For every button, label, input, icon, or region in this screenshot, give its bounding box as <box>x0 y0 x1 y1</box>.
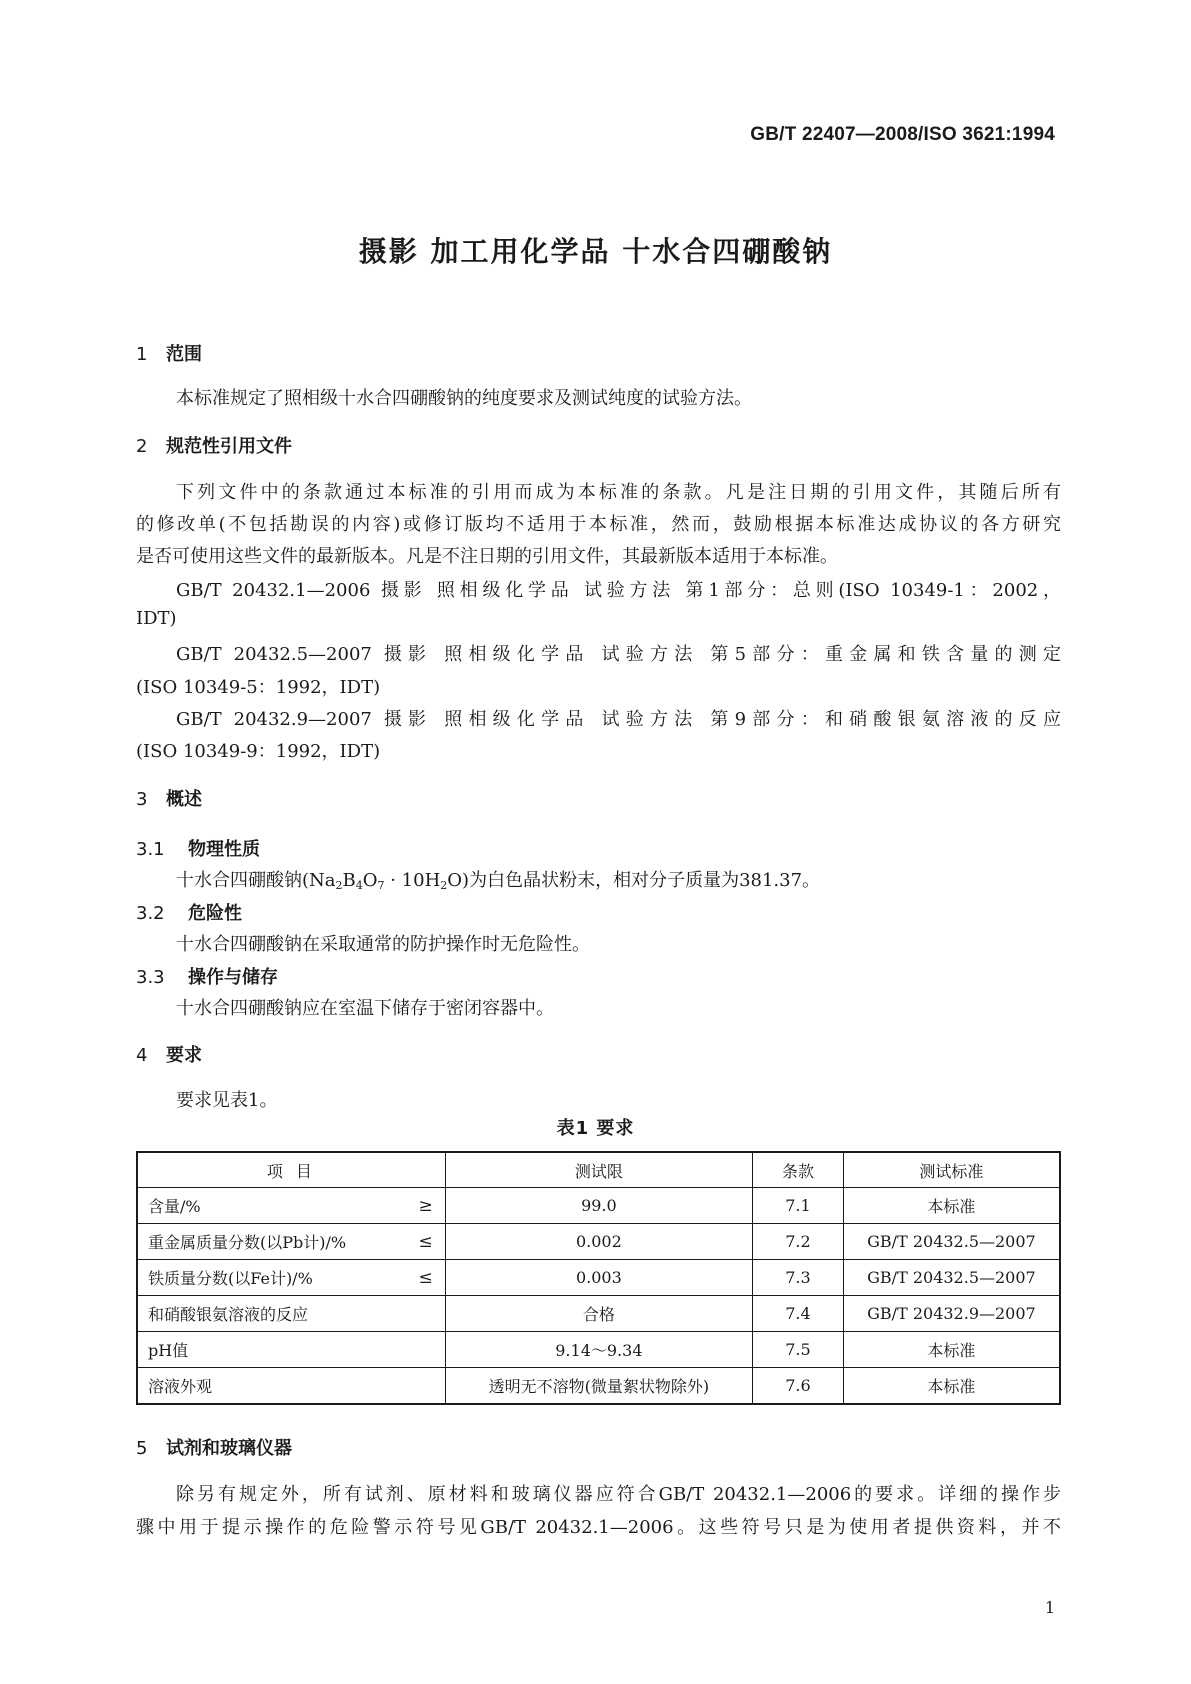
comparison-symbol: ≥ <box>418 1195 433 1216</box>
table-1-title: 表1 要求 <box>556 1118 635 1139</box>
column-header-clause: 条款 <box>753 1152 844 1188</box>
comparison-symbol: ≤ <box>418 1267 433 1288</box>
section-2-intro-line-2: 的修改单(不包括勘误的内容)或修订版均不适用于本标准，然而，鼓励根据本标准达成协议的各方研究 <box>136 514 1061 535</box>
table-row <box>137 1296 1060 1332</box>
reference-2-line-2: (ISO 10349-5：1992，IDT) <box>136 677 381 698</box>
clause-cell: 7.4 <box>753 1296 844 1332</box>
standard-cell: GB/T 20432.5—2007 <box>843 1260 1060 1296</box>
table-row <box>137 1260 1060 1296</box>
document-title: 摄影 加工用化学品 十水合四硼酸钠 <box>358 235 833 268</box>
limit-cell: 9.14～9.34 <box>445 1332 752 1368</box>
table-row <box>137 1368 1060 1405</box>
section-2-heading: 2 规范性引用文件 <box>136 436 292 457</box>
section-3-1-heading: 3.1 物理性质 <box>136 839 260 860</box>
section-5-body-line-1: 除另有规定外，所有试剂、原材料和玻璃仪器应符合GB/T 20432.1—2006的要求。详细的操作步 <box>176 1484 1061 1505</box>
standard-cell: 本标准 <box>843 1368 1060 1405</box>
section-5-heading: 5 试剂和玻璃仪器 <box>136 1438 292 1459</box>
reference-2-line-1: GB/T 20432.5—2007 摄影 照相级化学品 试验方法 第5部分：重金属和铁含量的测定 <box>176 644 1061 665</box>
table-row <box>137 1332 1060 1368</box>
page-number: 1 <box>1044 1598 1055 1617</box>
section-3-heading: 3 概述 <box>136 789 202 810</box>
reference-1-line-2: IDT) <box>136 608 177 629</box>
reference-1-line-1: GB/T 20432.1—2006 摄影 照相级化学品 试验方法 第1部分：总则(ISO 10349-1：2002， <box>176 580 1061 601</box>
limit-cell: 99.0 <box>445 1188 752 1224</box>
limit-cell: 0.003 <box>445 1260 752 1296</box>
section-5-body-line-2: 骤中用于提示操作的危险警示符号见GB/T 20432.1—2006。这些符号只是为使用者提供资料，并不 <box>136 1517 1061 1538</box>
table-row <box>137 1224 1060 1260</box>
table-row <box>137 1188 1060 1224</box>
section-1-body: 本标准规定了照相级十水合四硼酸钠的纯度要求及测试纯度的试验方法。 <box>176 388 752 409</box>
clause-cell: 7.5 <box>753 1332 844 1368</box>
column-header-limit: 测试限 <box>445 1152 752 1188</box>
comparison-symbol: ≤ <box>418 1231 433 1252</box>
item-cell: 和硝酸银氨溶液的反应 <box>137 1296 445 1332</box>
limit-cell: 0.002 <box>445 1224 752 1260</box>
requirements-table <box>136 1151 1061 1405</box>
clause-cell: 7.1 <box>753 1188 844 1224</box>
reference-3-line-1: GB/T 20432.9—2007 摄影 照相级化学品 试验方法 第9部分：和硝酸银氨溶液的反应 <box>176 709 1061 730</box>
section-3-3-body: 十水合四硼酸钠应在室温下储存于密闭容器中。 <box>176 998 554 1019</box>
section-2-intro-line-3: 是否可使用这些文件的最新版本。凡是不注日期的引用文件，其最新版本适用于本标准。 <box>136 546 838 567</box>
section-3-2-body: 十水合四硼酸钠在采取通常的防护操作时无危险性。 <box>176 934 590 955</box>
section-3-2-heading: 3.2 危险性 <box>136 903 242 924</box>
section-3-3-heading: 3.3 操作与储存 <box>136 967 278 988</box>
column-header-item: 项 目 <box>137 1152 445 1188</box>
item-cell: 含量/% ≥ <box>137 1188 445 1224</box>
limit-cell: 合格 <box>445 1296 752 1332</box>
section-4-heading: 4 要求 <box>136 1045 202 1066</box>
clause-cell: 7.2 <box>753 1224 844 1260</box>
standard-cell: GB/T 20432.9—2007 <box>843 1296 1060 1332</box>
standard-cell: GB/T 20432.5—2007 <box>843 1224 1060 1260</box>
item-cell: 铁质量分数(以Fe计)/% ≤ <box>137 1260 445 1296</box>
table-header-row <box>137 1152 1060 1188</box>
section-2-intro-line-1: 下列文件中的条款通过本标准的引用而成为本标准的条款。凡是注日期的引用文件，其随后所有 <box>176 482 1061 503</box>
section-3-1-body: 十水合四硼酸钠$(Na_2B_4O_7 \cdot 10H_2O)$为白色晶状粉末，相对分子质量为381.37。 <box>176 870 821 892</box>
standard-code: GB/T 22407—2008/ISO 3621:1994 <box>750 124 1055 145</box>
item-cell: pH值 <box>137 1332 445 1368</box>
standard-cell: 本标准 <box>843 1332 1060 1368</box>
section-4-body: 要求见表1。 <box>176 1090 278 1111</box>
limit-cell: 透明无不溶物(微量絮状物除外) <box>445 1368 752 1405</box>
clause-cell: 7.6 <box>753 1368 844 1405</box>
item-cell: 重金属质量分数(以Pb计)/% ≤ <box>137 1224 445 1260</box>
section-1-heading: 1 范围 <box>136 344 202 365</box>
standard-cell: 本标准 <box>843 1188 1060 1224</box>
reference-3-line-2: (ISO 10349-9：1992，IDT) <box>136 741 381 762</box>
item-cell: 溶液外观 <box>137 1368 445 1405</box>
column-header-standard: 测试标准 <box>843 1152 1060 1188</box>
clause-cell: 7.3 <box>753 1260 844 1296</box>
